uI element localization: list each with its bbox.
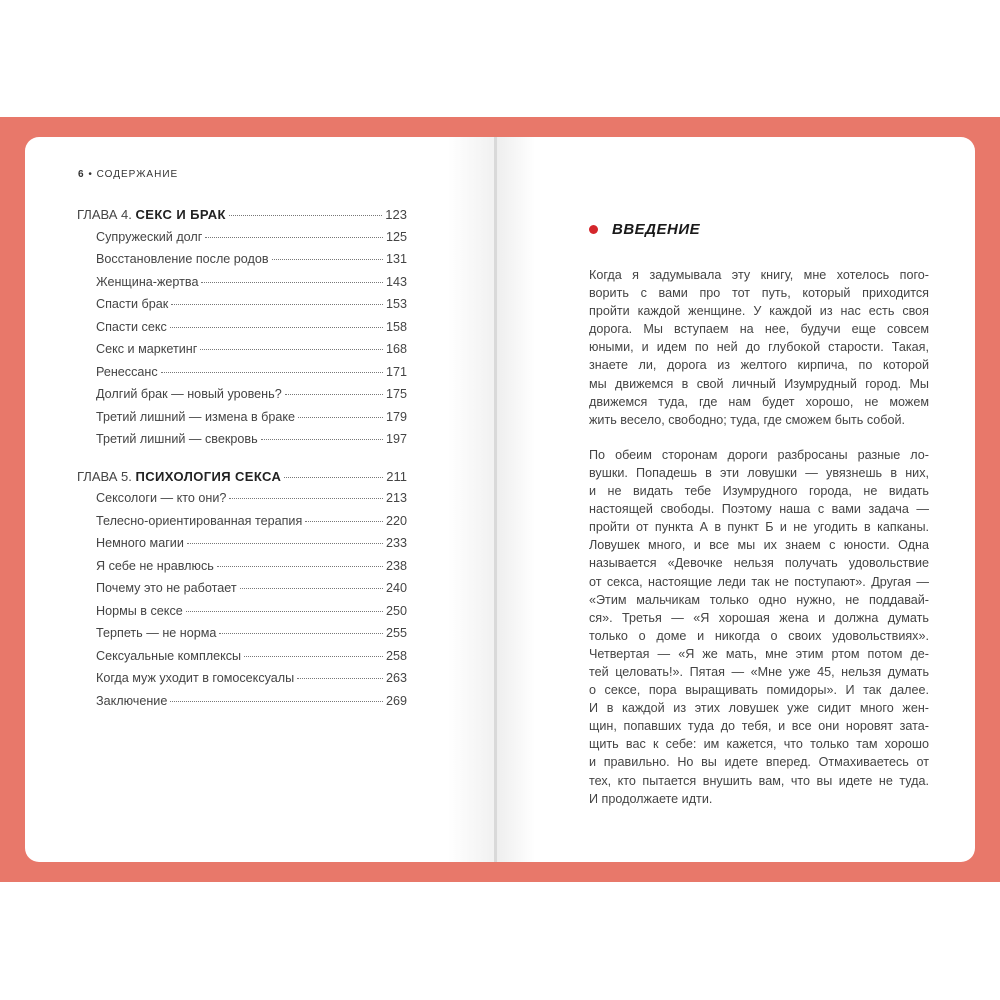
toc-gap [77,455,407,469]
paragraph [589,446,929,808]
toc-page-number: 250 [385,603,407,618]
text-line: вушки. Попадешь в эти ловушки — увязнешь в них, [589,465,929,480]
toc-leader-dots [219,632,383,634]
toc-entry-row [77,432,407,455]
section-title: ВВЕДЕНИЕ [612,221,701,238]
toc-page-number: 125 [385,229,407,244]
toc-page-number: 240 [385,581,407,595]
text-line: Ловушек много, и все мы их знаем с юности. Одна [589,538,929,553]
toc-entry-row [77,536,407,559]
text-line: тей целовать!». Пятая — «Мне уже 45, нельзя думать [589,664,929,679]
text-line: По обеим сторонам дороги разбросаны разные ло- [589,447,929,462]
toc-title: Почему это не работает [96,581,237,595]
toc-page-number: 213 [385,491,407,505]
toc-leader-dots [229,214,382,216]
text-line: называется «Девочке нельзя получать удовольствие [589,556,929,571]
toc-page-number: 263 [385,671,407,685]
toc-leader-dots [297,677,383,679]
toc-page-number: 238 [385,558,407,573]
text-line: пройти каждой женщине. У каждой из нас есть своя [589,304,929,319]
toc-title: Секс и маркетинг [96,342,198,356]
toc-entry-row [77,275,407,298]
toc-title: Третий лишний — свекровь [96,432,258,446]
toc-entry-row [77,491,407,514]
toc-entry-row [77,694,407,717]
toc-page-number: 153 [385,297,407,311]
body-text [589,266,929,808]
toc-leader-dots [217,565,383,567]
text-line: тех, кто пытается внушить вам, что вы идете не туда. [589,773,929,788]
toc-page-number: 255 [385,626,407,640]
chapter-name: СЕКС И БРАК [135,207,226,222]
toc-page-number: 123 [385,207,407,222]
toc-page-number: 211 [386,468,407,484]
toc-entry-row [77,649,407,672]
toc-title: Я себе не нравлюсь [96,558,214,573]
toc-page-number: 143 [385,274,407,289]
text-line: о сексе, пора выращивать помидоры». И так далее. [589,683,929,698]
running-head [78,169,178,180]
toc-entry-row [77,230,407,253]
text-line: и правильно. Но вы идете вперед. Отмахиваетесь от [589,755,929,770]
toc-leader-dots [186,610,383,612]
toc-leader-dots [284,476,383,478]
toc-entry-row [77,342,407,365]
text-line: настоящей свободы. Поэтому наша с вами задача — [589,502,929,517]
toc-page-number: 220 [385,513,407,528]
text-line: мы движемся в свой личный Изумрудный город. Мы [589,376,929,391]
toc-entry-row [77,410,407,433]
text-line: пройти от пункта А в пункт Б и не угодить в капканы. [589,520,929,535]
toc-title [77,469,281,484]
toc-entry-row [77,320,407,343]
toc-page-number: 175 [385,387,407,401]
toc-page-number: 168 [385,342,407,356]
toc-leader-dots [187,542,383,544]
text-line: ся». Третья — «Я хорошая жена и должна думать [589,610,929,625]
text-line: щить вас к себе: им кажется, что только там хорошо [589,737,929,752]
left-page [25,137,495,862]
toc-leader-dots [171,303,383,305]
text-line: от секса, настоящие леди так не поступают». Другая — [589,574,929,589]
text-line: И в каждой из этих ловушек уже сидит много жен- [589,701,929,716]
chapter-prefix: ГЛАВА 5. [77,468,132,484]
toc-leader-dots [201,281,383,283]
text-line: жить весело, свободно; туда, где сможем быть собой. [589,412,906,427]
toc-page-number: 179 [385,409,407,424]
table-of-contents [77,207,407,716]
toc-leader-dots [285,393,383,395]
toc-leader-dots [305,520,383,522]
toc-page-number: 233 [385,536,407,550]
toc-leader-dots [161,371,383,373]
text-line: «Этим мальчикам только одно нужно, не поддавай- [589,592,929,607]
toc-title: Заключение [96,693,168,708]
toc-leader-dots [200,348,383,350]
toc-page-number: 158 [385,319,407,334]
toc-page-number: 131 [385,252,407,266]
toc-leader-dots [170,326,383,328]
toc-page-number: 258 [385,648,407,663]
toc-leader-dots [240,587,383,589]
toc-page-number: 197 [385,432,407,446]
toc-title: Сексологи — кто они? [96,491,227,505]
toc-leader-dots [229,497,383,499]
toc-entry-row [77,252,407,275]
text-line: только о доме и никогда о своих удовольствиях». [589,628,929,643]
page-number: 6 [78,169,85,180]
toc-title: Немного магии [96,536,184,550]
paragraph-gap [589,429,929,446]
toc-leader-dots [298,416,383,418]
toc-title: Женщина-жертва [96,274,199,289]
toc-title: Телесно-ориентированная терапия [96,513,303,528]
toc-title: Супружеский долг [96,229,203,244]
toc-leader-dots [261,438,383,440]
toc-entry-row [77,559,407,582]
text-line: Четвертая — «Я же мать, мне этим ртом потом де- [589,646,929,661]
toc-leader-dots [205,236,383,238]
text-line: И продолжаете идти. [589,791,713,806]
text-line: ворить с вами про тот путь, который приходится [589,286,929,301]
toc-title: Спасти брак [96,297,169,311]
text-line: юными, и идем по ней до глубокой старости. Такая, [589,340,929,355]
toc-title: Спасти секс [96,319,167,334]
toc-chapter-row [77,207,407,230]
paragraph [589,266,929,429]
toc-leader-dots [244,655,383,657]
right-page [497,137,975,862]
toc-entry-row [77,671,407,694]
toc-chapter-row [77,469,407,492]
toc-entry-row [77,626,407,649]
toc-entry-row [77,604,407,627]
running-head-separator: • [88,169,93,180]
toc-page-number: 269 [385,693,407,708]
text-line: Когда я задумывала эту книгу, мне хотелось пого- [589,268,929,282]
toc-title: Сексуальные комплексы [96,648,242,663]
toc-entry-row [77,581,407,604]
toc-title: Когда муж уходит в гомосексуалы [96,671,295,685]
text-line: щин, попавших туда до тебя, и все они норовят зата- [589,719,929,734]
toc-page-number: 171 [385,364,407,379]
toc-title: Нормы в сексе [96,603,183,618]
text-line: дорога. Мы вступаем на нее, будучи еще совсем [589,322,929,337]
running-head-title: СОДЕРЖАНИЕ [96,169,179,180]
toc-title: Терпеть — не норма [96,626,217,640]
toc-entry-row [77,514,407,537]
toc-entry-row [77,297,407,320]
text-line: и не видать тебе Изумрудного города, не видать [589,484,929,499]
toc-entry-row [77,365,407,388]
chapter-prefix: ГЛАВА 4. [77,207,132,222]
toc-title: Ренессанс [96,364,158,379]
chapter-name: ПСИХОЛОГИЯ СЕКСА [135,468,282,484]
toc-title: Третий лишний — измена в браке [96,409,296,424]
toc-leader-dots [170,700,383,702]
text-line: знаете ли, дорога из желтого кирпича, по которой [589,358,929,373]
toc-leader-dots [272,258,383,260]
toc-title [77,207,226,222]
toc-title: Восстановление после родов [96,252,269,266]
red-bullet-icon [589,225,598,234]
text-line: движемся туда, где нам будет хорошо, не можем [589,394,929,409]
toc-title: Долгий брак — новый уровень? [96,387,282,401]
toc-entry-row [77,387,407,410]
section-heading [589,221,700,238]
